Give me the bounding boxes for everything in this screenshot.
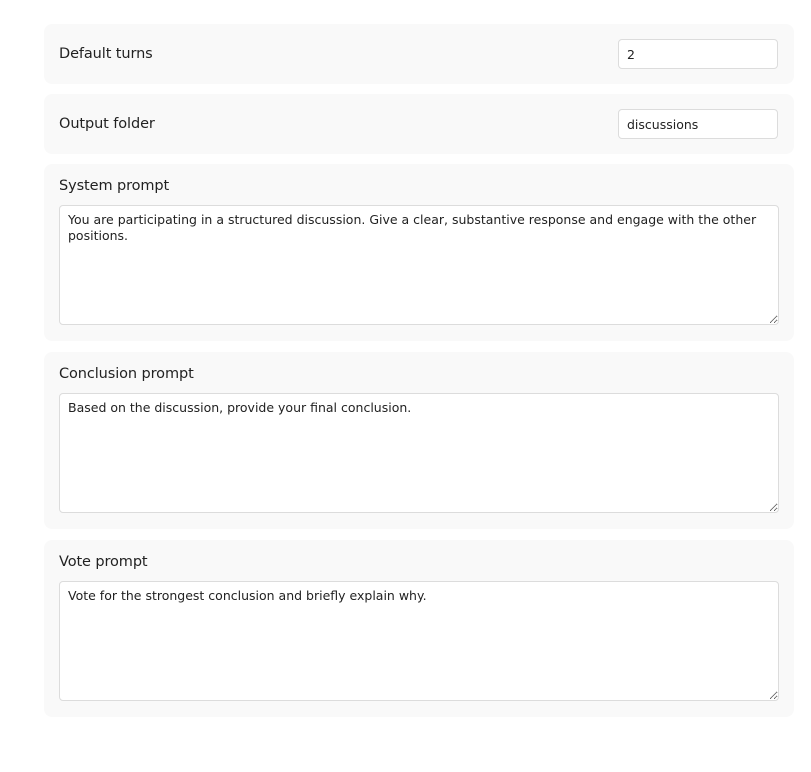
system-prompt-label: System prompt: [59, 178, 170, 194]
conclusion-prompt-label: Conclusion prompt: [59, 366, 194, 382]
output-folder-row: [44, 94, 794, 154]
output-folder-label: Output folder: [59, 116, 155, 132]
vote-prompt-label: Vote prompt: [59, 554, 148, 570]
conclusion-prompt-textarea[interactable]: [59, 393, 779, 513]
vote-prompt-textarea[interactable]: [59, 581, 779, 701]
output-folder-input[interactable]: [618, 109, 778, 139]
system-prompt-row: [44, 164, 794, 341]
default-turns-label: Default turns: [59, 46, 153, 62]
system-prompt-textarea[interactable]: [59, 205, 779, 325]
conclusion-prompt-row: [44, 352, 794, 529]
default-turns-row: [44, 24, 794, 84]
default-turns-input[interactable]: [618, 39, 778, 69]
vote-prompt-row: [44, 540, 794, 717]
settings-panel: [44, 24, 794, 728]
